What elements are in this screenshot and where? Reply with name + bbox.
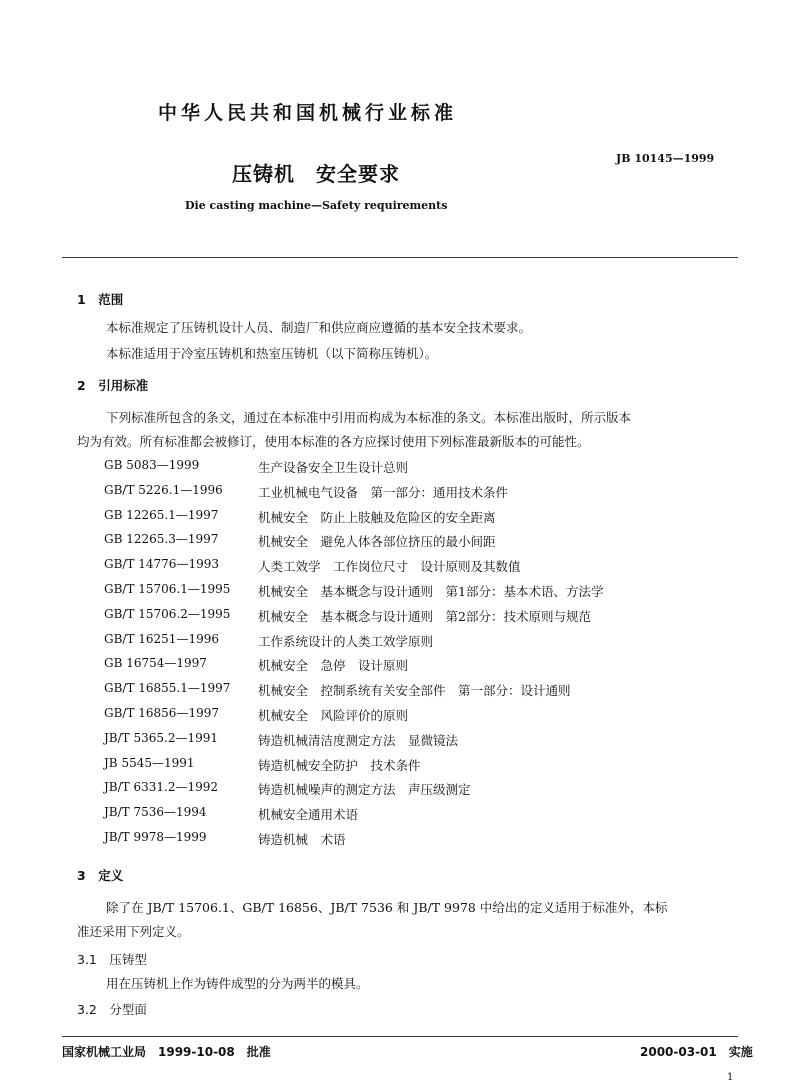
reference-code: GB 16754—1997 [104, 656, 207, 670]
section-2-intro-line-1: 下列标准所包含的条文，通过在本标准中引用而构成为本标准的条文。本标准出版时，所示版本 [106, 410, 632, 425]
reference-title: 工作系统设计的人类工效学原则 [258, 634, 434, 649]
reference-code: GB/T 14776—1993 [104, 557, 219, 571]
section-3-1-heading: 3.1 压铸型 [77, 952, 147, 967]
reference-code: GB/T 16855.1—1997 [104, 681, 231, 695]
standard-number: JB 10145—1999 [616, 152, 715, 165]
section-3-heading: 3 定义 [77, 868, 124, 883]
reference-title: 机械安全 基本概念与设计通则 第1部分：基本术语、方法学 [258, 584, 604, 599]
reference-code: GB/T 5226.1—1996 [104, 483, 223, 497]
section-1-paragraph-2: 本标准适用于冷室压铸机和热室压铸机（以下简称压铸机）。 [106, 346, 438, 361]
document-title-en: Die casting machine—Safety requirements [185, 199, 448, 212]
reference-code: JB/T 5365.2—1991 [104, 731, 219, 745]
document-title-cn: 压铸机 安全要求 [232, 162, 400, 186]
reference-title: 工业机械电气设备 第一部分：通用技术条件 [258, 485, 509, 500]
section-2-intro-line-2: 均为有效。所有标准都会被修订，使用本标准的各方应探讨使用下列标准最新版本的可能性。 [77, 434, 590, 449]
reference-code: GB/T 15706.1—1995 [104, 582, 231, 596]
section-3-intro-line-2: 准还采用下列定义。 [77, 924, 190, 939]
standard-category: 中华人民共和国机械行业标准 [158, 102, 458, 124]
section-3-2-heading: 3.2 分型面 [77, 1002, 147, 1017]
reference-title: 机械安全 风险评价的原则 [258, 708, 409, 723]
implementation-date: 2000-03-01 实施 [640, 1045, 753, 1059]
reference-title: 机械安全 急停 设计原则 [258, 658, 409, 673]
reference-code: JB 5545—1991 [104, 756, 195, 770]
header-divider [62, 257, 738, 258]
reference-title: 人类工效学 工作岗位尺寸 设计原则及其数值 [258, 559, 521, 574]
section-2-heading: 2 引用标准 [77, 378, 149, 393]
page-number: 1 [727, 1072, 734, 1083]
reference-code: GB 5083—1999 [104, 458, 200, 472]
approval-info: 国家机械工业局 1999-10-08 批准 [62, 1045, 271, 1059]
section-1-paragraph-1: 本标准规定了压铸机设计人员、制造厂和供应商应遵循的基本安全技术要求。 [106, 320, 532, 335]
reference-title: 机械安全 防止上肢触及危险区的安全距离 [258, 510, 496, 525]
reference-code: GB/T 15706.2—1995 [104, 607, 231, 621]
reference-code: GB 12265.1—1997 [104, 508, 219, 522]
section-1-heading: 1 范围 [77, 292, 124, 307]
reference-title: 生产设备安全卫生设计总则 [258, 460, 409, 475]
reference-code: GB/T 16251—1996 [104, 632, 219, 646]
reference-title: 铸造机械噪声的测定方法 声压级测定 [258, 782, 471, 797]
section-3-intro-line-1: 除了在 JB/T 15706.1、GB/T 16856、JB/T 7536 和 JB/T 9978 中给出的定义适用于标准外，本标 [106, 900, 668, 915]
section-3-1-text: 用在压铸机上作为铸件成型的分为两半的模具。 [106, 976, 369, 991]
reference-code: JB/T 9978—1999 [104, 830, 207, 844]
reference-title: 机械安全 避免人体各部位挤压的最小间距 [258, 534, 496, 549]
reference-code: JB/T 6331.2—1992 [104, 780, 219, 794]
reference-title: 机械安全通用术语 [258, 807, 359, 822]
reference-code: JB/T 7536—1994 [104, 805, 207, 819]
reference-title: 机械安全 控制系统有关安全部件 第一部分：设计通则 [258, 683, 571, 698]
footer-divider [62, 1036, 738, 1037]
reference-title: 铸造机械清洁度测定方法 显微镜法 [258, 733, 459, 748]
reference-code: GB 12265.3—1997 [104, 532, 219, 546]
reference-code: GB/T 16856—1997 [104, 706, 219, 720]
reference-title: 铸造机械安全防护 技术条件 [258, 758, 421, 773]
reference-title: 机械安全 基本概念与设计通则 第2部分：技术原则与规范 [258, 609, 591, 624]
reference-title: 铸造机械 术语 [258, 832, 346, 847]
